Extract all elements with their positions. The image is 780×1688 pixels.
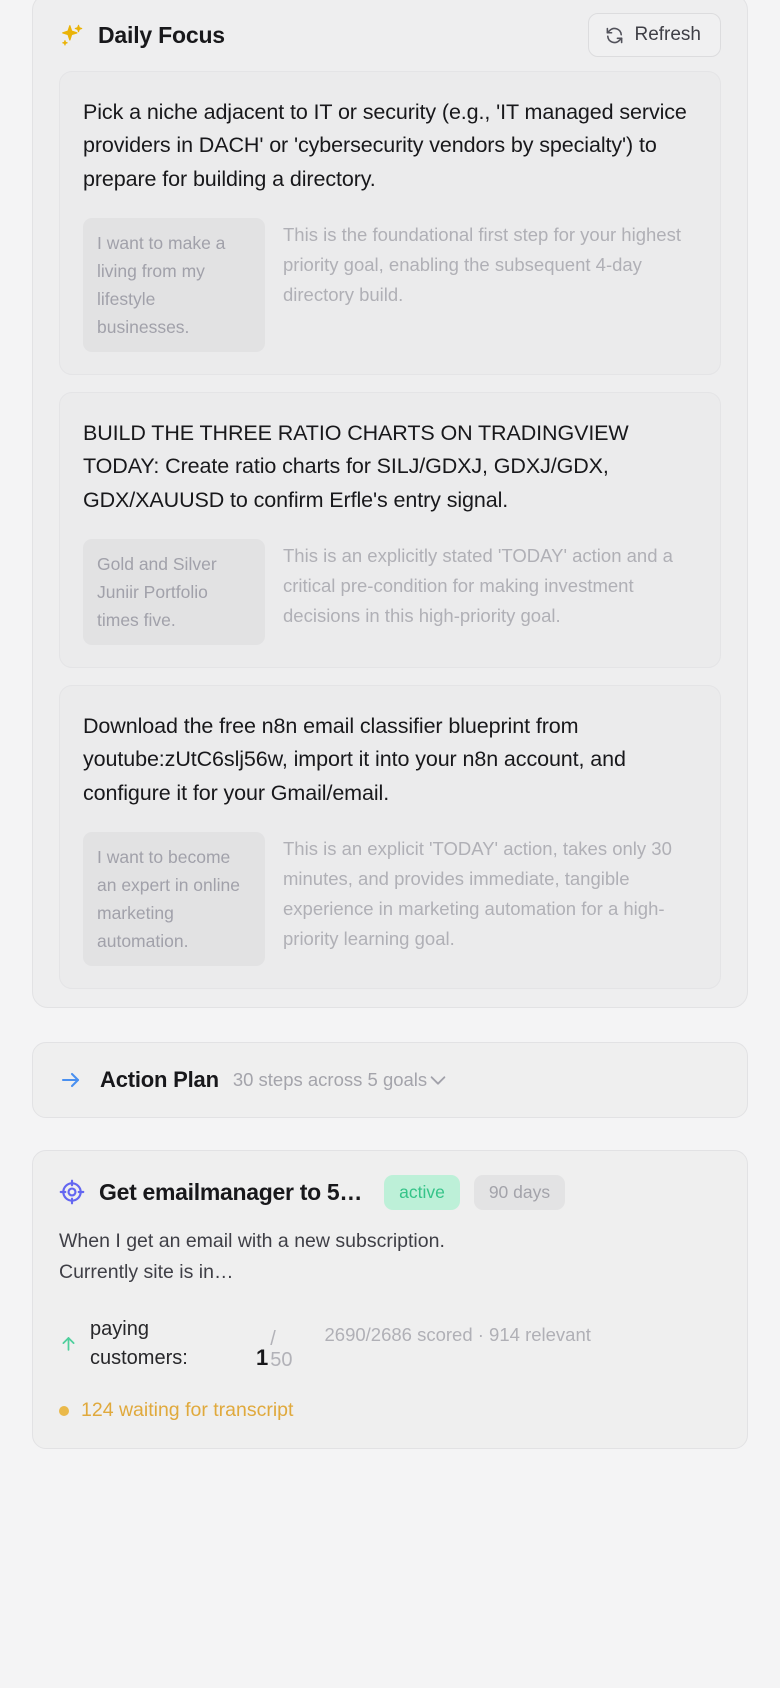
action-plan-title: Action Plan xyxy=(100,1066,219,1092)
goal-description: When I get an email with a new subscription. Currently site is in… xyxy=(59,1229,445,1283)
focus-item[interactable] xyxy=(59,392,721,668)
chevron-down-icon[interactable] xyxy=(427,1069,449,1091)
focus-item-meta xyxy=(83,539,697,645)
action-plan-row[interactable] xyxy=(32,1042,748,1118)
metric-slash: / xyxy=(270,1328,276,1351)
goal-title: Get emailmanager to 5… xyxy=(99,1178,363,1205)
arrow-right-icon xyxy=(59,1068,83,1092)
focus-item-text: Pick a niche adjacent to IT or security (e.g., 'IT managed service providers in DACH' or 'cybersecurity vendors by specialty') to prepare for building a directory. xyxy=(83,100,687,191)
sparkles-icon xyxy=(59,22,85,48)
daily-focus-card xyxy=(32,0,748,1008)
focus-item-reason: This is an explicitly stated 'TODAY' action and a critical pre-condition for making investment decisions in this high-priority goal. xyxy=(283,544,673,626)
daily-focus-title-wrap xyxy=(59,22,225,49)
target-icon xyxy=(59,1179,85,1205)
focus-item-reason: This is an explicit 'TODAY' action, takes only 30 minutes, and provides immediate, tangible experience in marketing automation for a high-priority learning goal. xyxy=(283,837,672,949)
refresh-button[interactable] xyxy=(588,13,721,57)
goal-card-header xyxy=(59,1175,721,1210)
status-badge: active xyxy=(384,1175,460,1210)
metric-value xyxy=(256,1329,293,1371)
focus-item-meta xyxy=(83,218,697,352)
arrow-up-icon xyxy=(59,1315,78,1353)
metric-current-value: 1 xyxy=(256,1345,269,1371)
daily-focus-items xyxy=(33,71,747,989)
goal-status-text: 124 waiting for transcript xyxy=(81,1399,294,1422)
status-dot-icon xyxy=(59,1406,69,1416)
focus-item-goal-chip: I want to make a living from my lifestyle businesses. xyxy=(83,218,265,352)
goal-status-line xyxy=(59,1399,721,1422)
metric-label: paying customers: xyxy=(90,1318,188,1370)
daily-focus-header xyxy=(33,0,747,71)
focus-item-goal-chip: I want to become an expert in online marketing automation. xyxy=(83,832,265,966)
metric-note: 2690/2686 scored · 914 relevant xyxy=(324,1324,591,1346)
focus-item[interactable] xyxy=(59,71,721,375)
focus-item-goal-chip: Gold and Silver Juniir Portfolio times five. xyxy=(83,539,265,645)
action-plan-subtitle: 30 steps across 5 goals xyxy=(232,1068,428,1090)
focus-item-text: BUILD THE THREE RATIO CHARTS ON TRADINGVIEW TODAY: Create ratio charts for SILJ/GDXJ, GDXJ/GDX, GDX/XAUUSD to confirm Erfle's entry signal. xyxy=(83,420,629,512)
refresh-icon xyxy=(605,26,624,45)
goal-metric-row xyxy=(59,1315,721,1373)
goal-card[interactable] xyxy=(32,1150,748,1450)
focus-item-text: Download the free n8n email classifier blueprint from youtube:zUtC6slj56w, import it into your n8n account, and configure it for your Gmail/email. xyxy=(83,713,626,805)
focus-item[interactable] xyxy=(59,685,721,989)
focus-item-meta xyxy=(83,832,697,966)
refresh-label: Refresh xyxy=(634,24,701,45)
focus-item-reason: This is the foundational first step for your highest priority goal, enabling the subsequent 4-day directory build. xyxy=(283,223,681,305)
metric-target-number: 50 xyxy=(270,1349,293,1372)
metric-target-value xyxy=(270,1329,292,1371)
duration-badge: 90 days xyxy=(474,1175,565,1210)
page-title: Daily Focus xyxy=(98,21,225,48)
